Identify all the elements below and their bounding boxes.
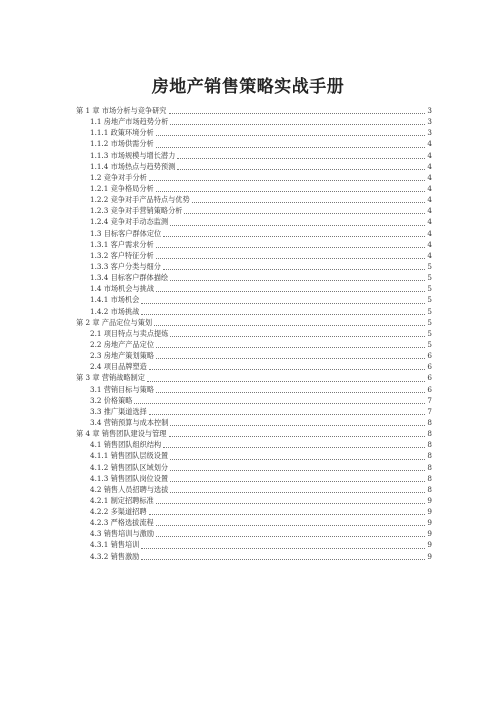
toc-dot-leader	[170, 425, 425, 426]
toc-section-entry[interactable]	[76, 138, 432, 149]
toc-dot-leader	[156, 291, 425, 292]
toc-entry-title: 1.3.1 客户需求分析	[90, 239, 154, 249]
toc-section-entry[interactable]	[76, 228, 432, 239]
toc-section-entry[interactable]	[76, 539, 432, 550]
toc-section-entry[interactable]	[76, 528, 432, 539]
toc-entry-title: 2.1 项目特点与卖点提炼	[90, 328, 169, 338]
toc-page-number: 9	[427, 518, 432, 528]
toc-page-number: 4	[427, 161, 432, 171]
toc-entry-title: 1.1.2 市场供需分析	[90, 139, 154, 149]
toc-entry-title: 1.1.4 市场热点与趋势预测	[90, 161, 176, 171]
toc-section-entry[interactable]	[76, 517, 432, 528]
toc-section-entry[interactable]	[76, 150, 432, 161]
toc-page-number: 4	[427, 150, 432, 160]
toc-section-entry[interactable]	[76, 116, 432, 127]
toc-page-number: 5	[427, 317, 432, 327]
toc-dot-leader	[154, 325, 425, 326]
toc-page-number: 6	[427, 351, 432, 361]
toc-entry-title: 4.3 销售培训与激励	[90, 529, 155, 539]
toc-section-entry[interactable]	[76, 306, 432, 317]
toc-page-number: 8	[427, 429, 432, 439]
toc-section-entry[interactable]	[76, 294, 432, 305]
toc-page-number: 4	[427, 172, 432, 182]
toc-dot-leader	[156, 347, 425, 348]
toc-dot-leader	[170, 280, 425, 281]
toc-page-number: 4	[427, 239, 432, 249]
toc-section-entry[interactable]	[76, 127, 432, 138]
toc-section-entry[interactable]	[76, 484, 432, 495]
toc-entry-title: 1.4.2 市场挑战	[90, 306, 140, 316]
toc-dot-leader	[170, 124, 425, 125]
toc-page-number: 9	[427, 495, 432, 505]
toc-page-number: 8	[427, 417, 432, 427]
toc-chapter-entry[interactable]	[76, 317, 432, 328]
toc-entry-title: 4.2 销售人员招聘与选拔	[90, 484, 169, 494]
toc-page-number: 9	[427, 540, 432, 550]
toc-section-entry[interactable]	[76, 239, 432, 250]
toc-dot-leader	[149, 414, 426, 415]
toc-section-entry[interactable]	[76, 250, 432, 261]
toc-entry-title: 1.2.3 竞争对手营销策略分析	[90, 206, 183, 216]
toc-section-entry[interactable]	[76, 161, 432, 172]
toc-section-entry[interactable]	[76, 183, 432, 194]
toc-entry-title: 第 4 章 销售团队建设与管理	[76, 429, 167, 439]
toc-section-entry[interactable]	[76, 339, 432, 350]
toc-entry-title: 4.1.2 销售团队区域划分	[90, 462, 169, 472]
toc-entry-title: 1.1.3 市场规模与增长潜力	[90, 150, 176, 160]
toc-page-number: 5	[427, 284, 432, 294]
toc-section-entry[interactable]	[76, 473, 432, 484]
toc-dot-leader	[170, 492, 425, 493]
toc-entry-title: 第 3 章 营销战略制定	[76, 373, 145, 383]
toc-dot-leader	[149, 180, 426, 181]
toc-page-number: 3	[427, 106, 432, 115]
toc-dot-leader	[169, 436, 426, 437]
toc-dot-leader	[147, 381, 425, 382]
toc-dot-leader	[177, 158, 425, 159]
toc-page-number: 5	[427, 261, 432, 271]
toc-dot-leader	[156, 147, 426, 148]
toc-dot-leader	[149, 514, 426, 515]
toc-section-entry[interactable]	[76, 350, 432, 361]
toc-section-entry[interactable]	[76, 450, 432, 461]
toc-dot-leader	[156, 135, 426, 136]
toc-page-number: 9	[427, 529, 432, 539]
toc-dot-leader	[156, 358, 425, 359]
toc-dot-leader	[156, 536, 425, 537]
toc-page-number: 7	[427, 406, 432, 416]
toc-dot-leader	[192, 202, 426, 203]
toc-entry-title: 1.2 竞争对手分析	[90, 172, 147, 182]
toc-chapter-entry[interactable]	[76, 105, 432, 116]
toc-section-entry[interactable]	[76, 328, 432, 339]
toc-section-entry[interactable]	[76, 439, 432, 450]
toc-page-number: 4	[427, 195, 432, 205]
toc-page-number: 4	[427, 228, 432, 238]
toc-entry-title: 4.1 销售团队组织结构	[90, 440, 162, 450]
table-of-contents	[76, 105, 432, 562]
toc-dot-leader	[156, 503, 426, 504]
toc-page-number: 9	[427, 507, 432, 517]
toc-entry-title: 第 1 章 市场分析与竞争研究	[76, 106, 167, 115]
toc-section-entry[interactable]	[76, 272, 432, 283]
toc-dot-leader	[170, 459, 425, 460]
toc-section-entry[interactable]	[76, 216, 432, 227]
toc-entry-title: 1.3.2 客户特征分析	[90, 250, 154, 260]
toc-section-entry[interactable]	[76, 384, 432, 395]
toc-dot-leader	[141, 303, 425, 304]
toc-entry-title: 1.4 市场机会与挑战	[90, 284, 155, 294]
toc-dot-leader	[163, 269, 426, 270]
toc-entry-title: 1.1 房地产市场趋势分析	[90, 117, 169, 127]
toc-chapter-entry[interactable]	[76, 428, 432, 439]
toc-entry-title: 2.2 房地产产品定位	[90, 339, 155, 349]
toc-page-number: 5	[427, 295, 432, 305]
toc-section-entry[interactable]	[76, 205, 432, 216]
toc-entry-title: 1.3 目标客户群体定位	[90, 228, 162, 238]
toc-page-number: 7	[427, 395, 432, 405]
toc-section-entry[interactable]	[76, 395, 432, 406]
toc-page-number: 6	[427, 362, 432, 372]
toc-entry-title: 3.1 营销目标与策略	[90, 384, 155, 394]
toc-chapter-entry[interactable]	[76, 372, 432, 383]
toc-entry-title: 第 2 章 产品定位与策划	[76, 317, 153, 327]
toc-entry-title: 3.3 推广渠道选择	[90, 406, 147, 416]
toc-page-number: 4	[427, 217, 432, 227]
toc-entry-title: 1.3.3 客户分类与细分	[90, 261, 161, 271]
toc-page-number: 8	[427, 440, 432, 450]
toc-entry-title: 4.2.1 制定招聘标准	[90, 495, 154, 505]
toc-dot-leader	[134, 403, 425, 404]
toc-entry-title: 1.3.4 目标客户群体描绘	[90, 273, 169, 283]
toc-page-number: 4	[427, 139, 432, 149]
toc-page-number: 4	[427, 206, 432, 216]
toc-page-number: 8	[427, 473, 432, 483]
toc-dot-leader	[156, 392, 425, 393]
toc-page-number: 5	[427, 328, 432, 338]
toc-entry-title: 1.1.1 政策环境分析	[90, 128, 154, 138]
toc-page-number: 5	[427, 273, 432, 283]
toc-page-number: 6	[427, 373, 432, 383]
toc-section-entry[interactable]	[76, 361, 432, 372]
toc-section-entry[interactable]	[76, 283, 432, 294]
toc-dot-leader	[156, 247, 426, 248]
toc-dot-leader	[163, 447, 425, 448]
toc-section-entry[interactable]	[76, 417, 432, 428]
toc-entry-title: 4.3.1 销售培训	[90, 540, 140, 550]
toc-section-entry[interactable]	[76, 406, 432, 417]
toc-entry-title: 1.2.1 竞争格局分析	[90, 183, 154, 193]
toc-page-number: 3	[427, 128, 432, 138]
toc-dot-leader	[170, 225, 425, 226]
toc-entry-title: 4.2.2 多渠道招聘	[90, 507, 147, 517]
toc-section-entry[interactable]	[76, 551, 432, 562]
toc-entry-title: 4.1.1 销售团队层级设置	[90, 451, 169, 461]
toc-section-entry[interactable]	[76, 506, 432, 517]
toc-section-entry[interactable]	[76, 172, 432, 183]
toc-dot-leader	[141, 548, 425, 549]
toc-dot-leader	[169, 113, 426, 114]
toc-dot-leader	[170, 336, 425, 337]
toc-entry-title: 1.4.1 市场机会	[90, 295, 140, 305]
toc-entry-title: 2.4 项目品牌塑造	[90, 362, 147, 372]
toc-page-number: 8	[427, 451, 432, 461]
toc-entry-title: 4.3.2 销售激励	[90, 551, 140, 561]
toc-page-number: 5	[427, 339, 432, 349]
toc-entry-title: 4.1.3 销售团队岗位设置	[90, 473, 169, 483]
toc-page-number: 3	[427, 117, 432, 127]
toc-page-number: 6	[427, 384, 432, 394]
toc-dot-leader	[177, 169, 425, 170]
toc-entry-title: 4.2.3 严格选拔流程	[90, 518, 154, 528]
toc-dot-leader	[156, 258, 426, 259]
toc-dot-leader	[141, 559, 425, 560]
toc-entry-title: 1.2.4 竞争对手动态监测	[90, 217, 169, 227]
toc-page-number: 8	[427, 462, 432, 472]
toc-page-number: 9	[427, 551, 432, 561]
toc-page-number: 4	[427, 183, 432, 193]
toc-dot-leader	[170, 481, 425, 482]
toc-dot-leader	[141, 314, 425, 315]
toc-section-entry[interactable]	[76, 462, 432, 473]
toc-entry-title: 3.2 价格策略	[90, 395, 133, 405]
toc-dot-leader	[156, 525, 426, 526]
toc-section-entry[interactable]	[76, 194, 432, 205]
toc-section-entry[interactable]	[76, 495, 432, 506]
toc-dot-leader	[156, 191, 426, 192]
toc-dot-leader	[149, 369, 426, 370]
toc-dot-leader	[170, 470, 425, 471]
toc-page-number: 8	[427, 484, 432, 494]
toc-section-entry[interactable]	[76, 261, 432, 272]
toc-entry-title: 3.4 营销预算与成本控制	[90, 417, 169, 427]
toc-dot-leader	[184, 213, 425, 214]
document-title: 房地产销售策略实战手册	[151, 77, 345, 97]
toc-entry-title: 1.2.2 竞争对手产品特点与优势	[90, 195, 190, 205]
toc-dot-leader	[163, 236, 425, 237]
toc-page-number: 4	[427, 250, 432, 260]
toc-entry-title: 2.3 房地产策划策略	[90, 351, 155, 361]
toc-page-number: 5	[427, 306, 432, 316]
